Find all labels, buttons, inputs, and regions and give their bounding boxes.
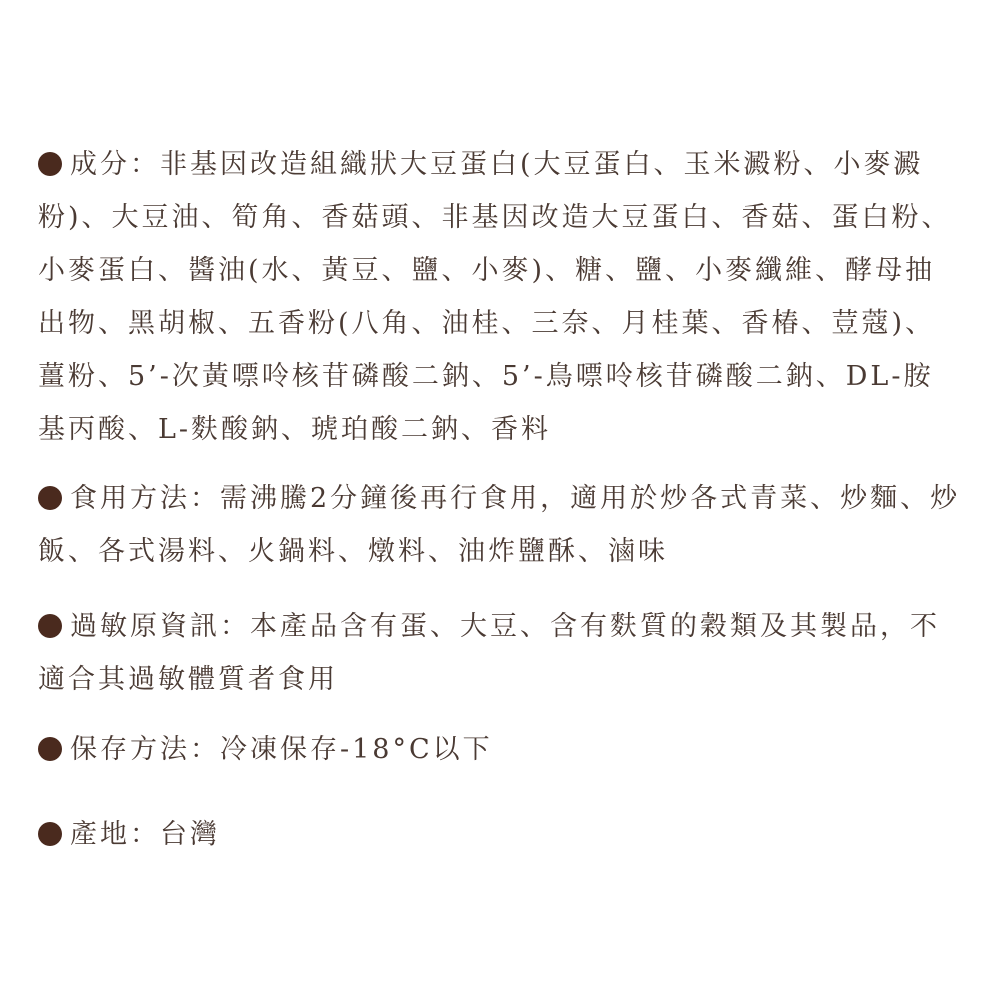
allergen-section: [38, 600, 963, 706]
ingredients-section: [38, 138, 963, 456]
ingredients-text: 成分：非基因改造組織狀大豆蛋白(大豆蛋白、玉米澱粉、小麥澱粉)、大豆油、筍角、香菇頭、非基因改造大豆蛋白、香菇、蛋白粉、小麥蛋白、醬油(水、黃豆、鹽、小麥)、糖、鹽、小麥纖維、酵母抽出物、黑胡椒、五香粉(八角、油桂、三奈、月桂葉、香椿、荳蔻)、薑粉、5’-次黃嘌呤核苷磷酸二鈉、5’-鳥嘌呤核苷磷酸二鈉、DL-胺基丙酸、L-麩酸鈉、琥珀酸二鈉、香料: [38, 149, 952, 445]
usage-section: [38, 472, 963, 578]
usage-paragraph: [38, 472, 963, 578]
bullet-icon: [38, 822, 62, 846]
storage-text: 保存方法：冷凍保存-18°C以下: [70, 734, 493, 765]
origin-section: [38, 808, 963, 861]
storage-paragraph: [38, 723, 963, 776]
bullet-icon: [38, 614, 62, 638]
bullet-icon: [38, 486, 62, 510]
bullet-icon: [38, 152, 62, 176]
bullet-icon: [38, 737, 62, 761]
origin-paragraph: [38, 808, 963, 861]
allergen-text: 過敏原資訊：本產品含有蛋、大豆、含有麩質的穀類及其製品，不適合其過敏體質者食用: [38, 611, 940, 695]
allergen-paragraph: [38, 600, 963, 706]
origin-text: 產地：台灣: [70, 819, 220, 850]
usage-text: 食用方法：需沸騰2分鐘後再行食用，適用於炒各式青菜、炒麵、炒飯、各式湯料、火鍋料、燉料、油炸鹽酥、滷味: [38, 483, 961, 567]
ingredients-paragraph: [38, 138, 963, 456]
storage-section: [38, 723, 963, 776]
